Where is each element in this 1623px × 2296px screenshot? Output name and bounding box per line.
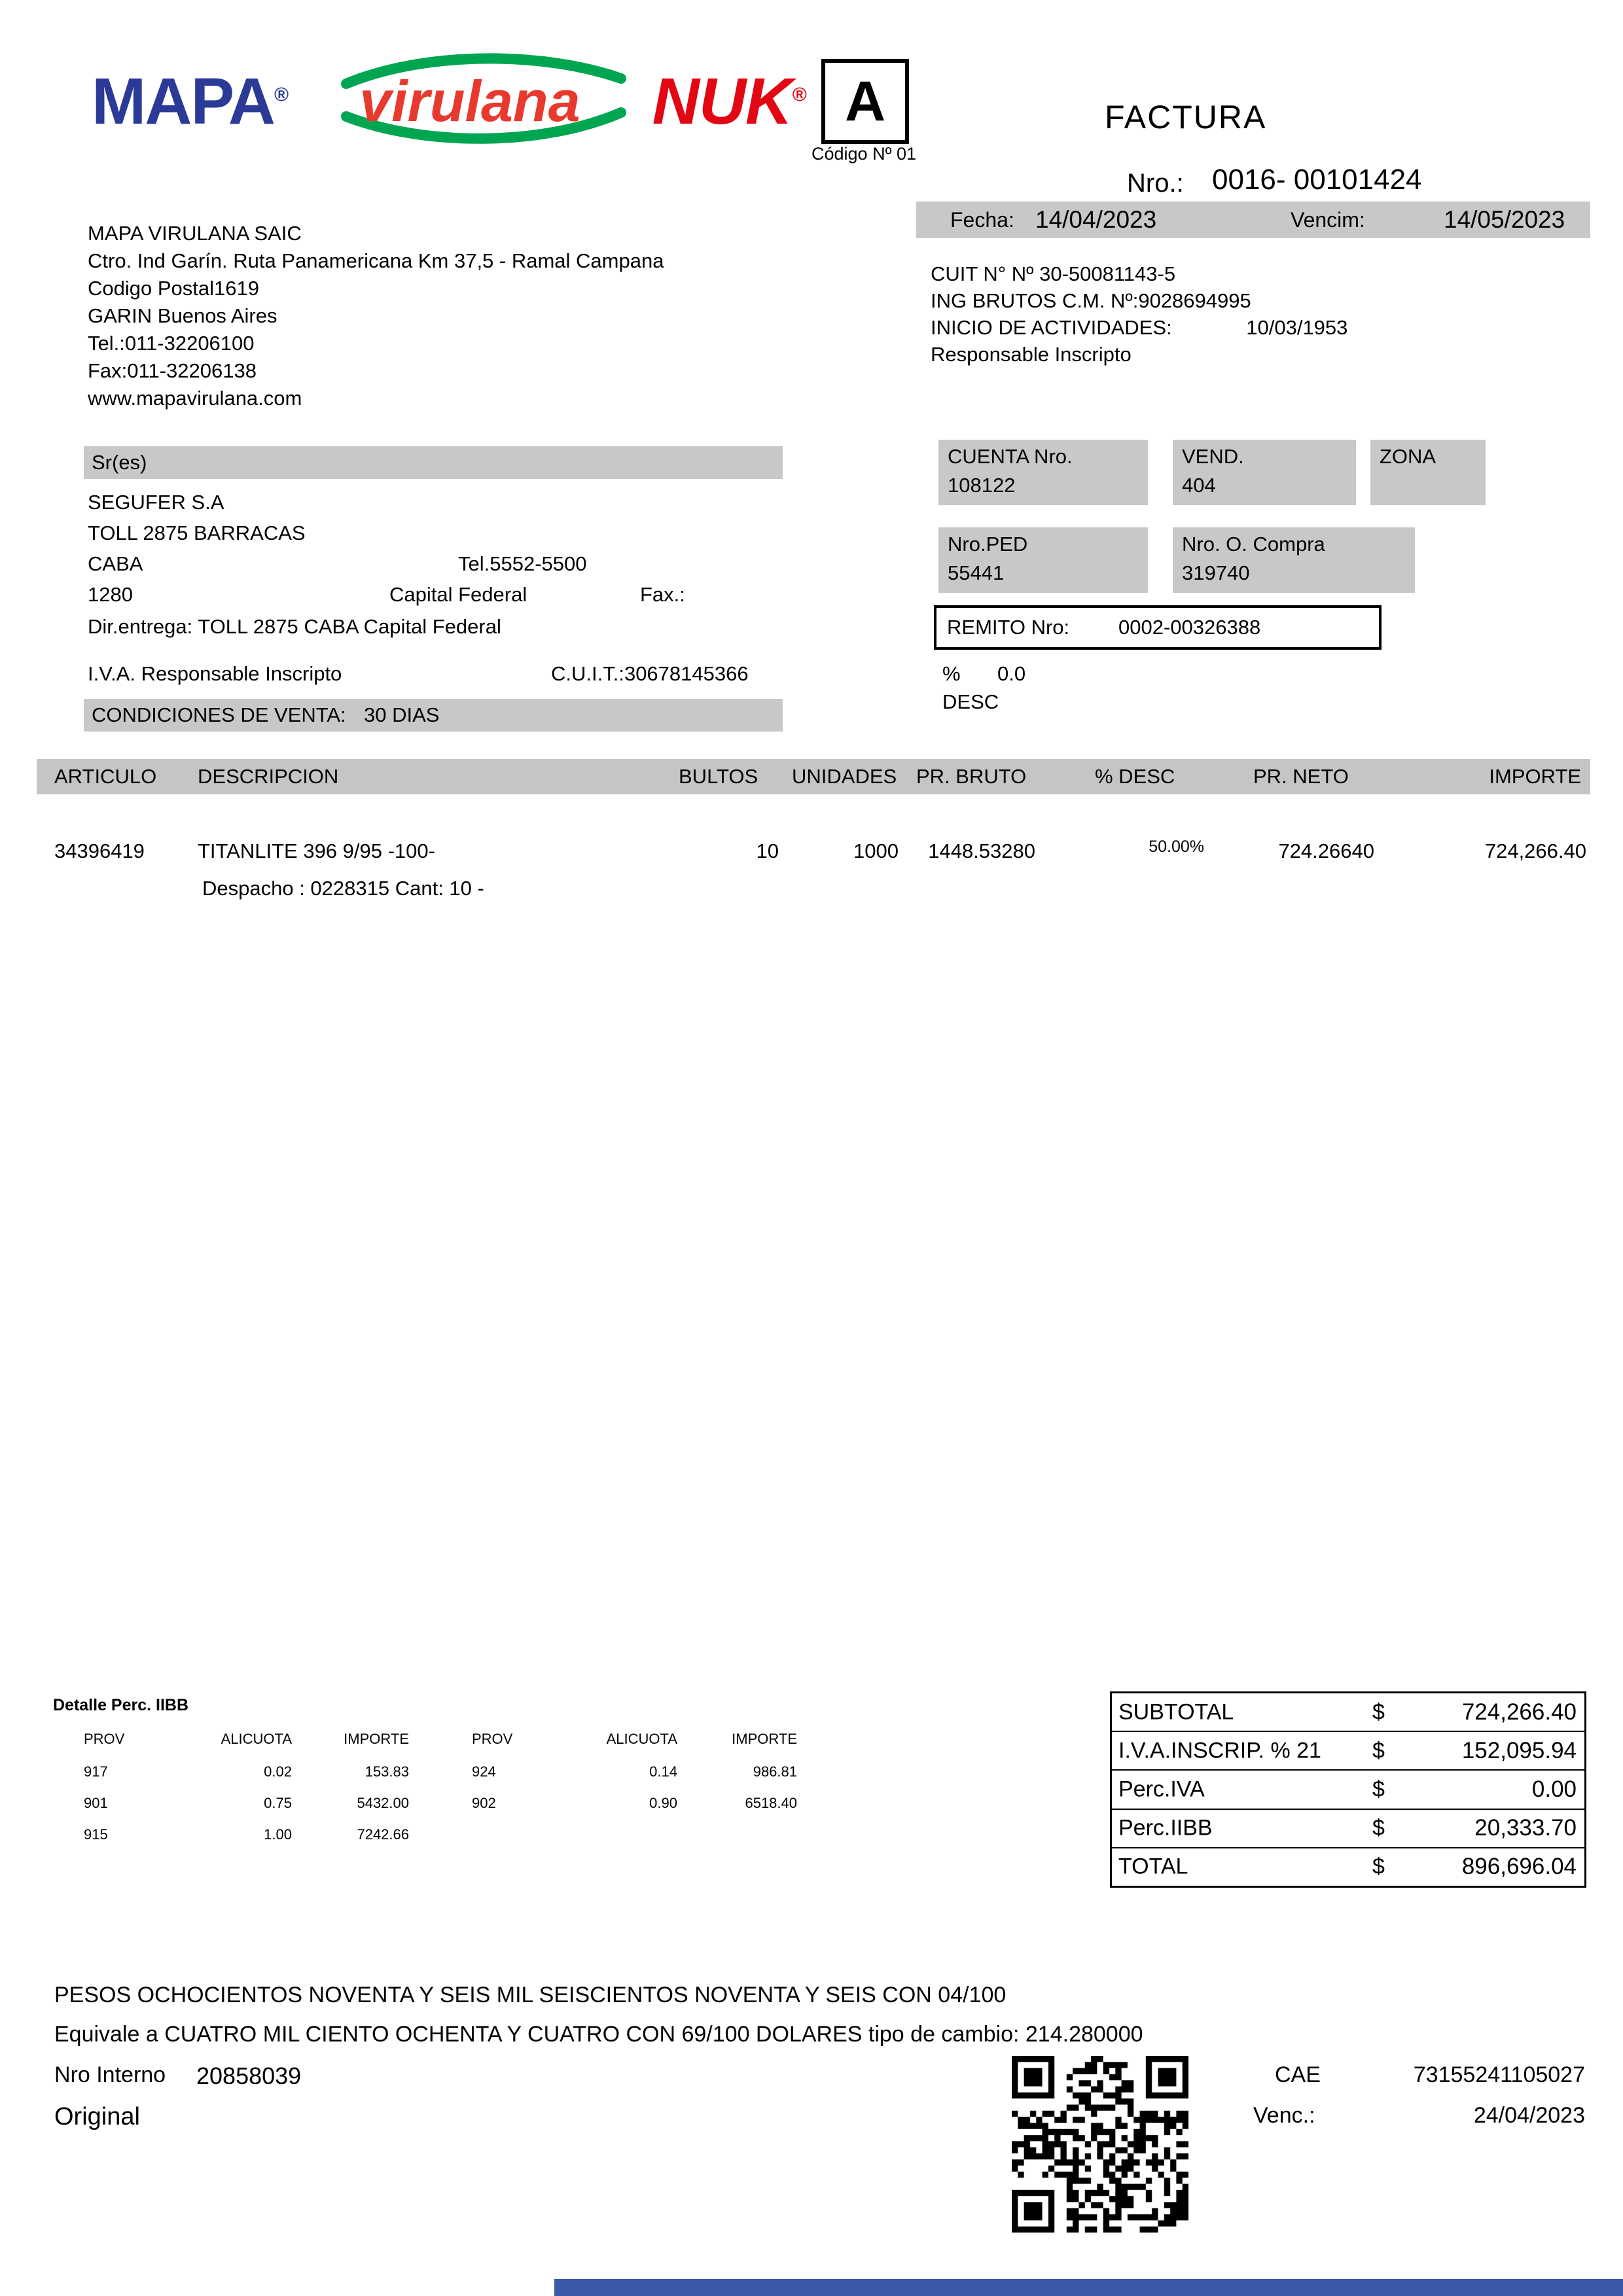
col-bultos: BULTOS xyxy=(679,765,758,788)
inicio-actividades xyxy=(931,314,1347,341)
item-despacho: Despacho : 0228315 Cant: 10 - xyxy=(202,877,484,900)
item-descripcion: TITANLITE 396 9/95 -100- xyxy=(198,839,435,862)
col-importe: IMPORTE xyxy=(1489,765,1581,788)
perc-cell: 0.75 xyxy=(264,1795,292,1811)
vendedor-label: VEND. xyxy=(1182,445,1244,468)
item-pct-desc: 50.00% xyxy=(1149,838,1204,856)
perc-h-alicuota1: ALICUOTA xyxy=(221,1731,292,1747)
perc-iva-row xyxy=(1112,1769,1584,1808)
copy-type: Original xyxy=(54,2103,140,2130)
perc-iibb-row-total xyxy=(1112,1809,1584,1847)
sres-bar: Sr(es) xyxy=(84,446,783,479)
qr-code xyxy=(1012,2056,1188,2233)
remito-label: REMITO Nro: xyxy=(947,616,1070,639)
company-address: Ctro. Ind Garín. Ruta Panamericana Km 37,5 - Ramal Campana xyxy=(88,249,664,272)
customer-fax-label: Fax.: xyxy=(640,583,685,606)
perc-cell: 7242.66 xyxy=(357,1826,409,1843)
cae-value: 73155241105027 xyxy=(1413,2062,1585,2087)
fecha-value: 14/04/2023 xyxy=(1035,206,1157,233)
codigo-label: Código Nº 01 xyxy=(812,144,916,164)
subtotal-row xyxy=(1112,1693,1584,1731)
perc-iibb-row xyxy=(0,1826,851,1846)
perc-cell: 0.14 xyxy=(649,1763,677,1780)
remito-box xyxy=(934,605,1382,650)
totals-box xyxy=(1110,1691,1586,1888)
iva-value: 152,095.94 xyxy=(1461,1737,1577,1763)
virulana-logo-text: virulana xyxy=(359,69,580,133)
document-title: FACTURA xyxy=(1105,99,1267,135)
perc-h-importe2: IMPORTE xyxy=(732,1731,797,1747)
perc-cell: 0.02 xyxy=(264,1763,292,1780)
perc-iibb-header-row xyxy=(0,1731,851,1750)
item-pr-bruto: 1448.53280 xyxy=(928,839,1035,862)
subtotal-value: 724,266.40 xyxy=(1461,1699,1577,1725)
registered-mark-icon: ® xyxy=(274,84,288,106)
nro-interno-value: 20858039 xyxy=(196,2062,302,2089)
nuk-logo-text: NUK xyxy=(652,64,793,138)
perc-cell: 0.90 xyxy=(649,1795,677,1811)
pedido-box xyxy=(938,527,1148,593)
company-ing-brutos: ING BRUTOS C.M. Nº:9028694995 xyxy=(931,289,1251,312)
company-info xyxy=(88,220,664,412)
total-label: TOTAL xyxy=(1118,1854,1188,1879)
col-unidades: UNIDADES xyxy=(792,765,897,788)
perc-h-prov2: PROV xyxy=(472,1731,513,1747)
currency-symbol: $ xyxy=(1372,1776,1385,1802)
currency-symbol: $ xyxy=(1372,1699,1385,1725)
item-unidades: 1000 xyxy=(853,839,899,862)
perc-cell: 5432.00 xyxy=(357,1795,409,1811)
usd-equivalent: Equivale a CUATRO MIL CIENTO OCHENTA Y CUATRO CON 69/100 DOLARES tipo de cambio: 214.280000 xyxy=(54,2022,1143,2047)
date-bar xyxy=(916,202,1590,238)
perc-cell: 901 xyxy=(84,1795,108,1811)
company-cuit: CUIT N° Nº 30-50081143-5 xyxy=(931,262,1176,285)
col-pr-bruto: PR. BRUTO xyxy=(916,765,1027,788)
responsable-inscripto: Responsable Inscripto xyxy=(931,343,1132,366)
col-pct-desc: % DESC xyxy=(1095,765,1175,788)
perc-iibb-row xyxy=(0,1795,851,1814)
total-row xyxy=(1112,1847,1584,1886)
condiciones-label: CONDICIONES DE VENTA: xyxy=(92,703,346,726)
registered-mark-icon: ® xyxy=(792,84,806,106)
desc-label: DESC xyxy=(942,690,999,713)
perc-iva-label: Perc.IVA xyxy=(1118,1776,1205,1802)
zona-box xyxy=(1370,440,1486,505)
company-city: GARIN Buenos Aires xyxy=(88,304,277,327)
item-bultos: 10 xyxy=(756,839,779,862)
item-articulo: 34396419 xyxy=(54,839,145,862)
perc-cell: 924 xyxy=(472,1763,496,1780)
perc-cell: 1.00 xyxy=(264,1826,292,1843)
iva-row xyxy=(1112,1731,1584,1769)
customer-address: TOLL 2875 BARRACAS xyxy=(88,521,306,544)
customer-cuit: C.U.I.T.:30678145366 xyxy=(551,662,749,685)
inicio-value: 10/03/1953 xyxy=(1246,316,1348,339)
orden-compra-box xyxy=(1173,527,1415,593)
perc-iibb-title: Detalle Perc. IIBB xyxy=(53,1696,189,1714)
perc-cell: 986.81 xyxy=(753,1763,797,1780)
cae-venc-value: 24/04/2023 xyxy=(1473,2103,1585,2128)
item-importe: 724,266.40 xyxy=(1484,839,1586,862)
subtotal-label: SUBTOTAL xyxy=(1118,1699,1234,1725)
vencim-value: 14/05/2023 xyxy=(1444,206,1565,233)
desc-pct-value: 0.0 xyxy=(997,662,1026,685)
vencim-label: Vencim: xyxy=(1291,208,1365,232)
perc-iibb-label: Perc.IIBB xyxy=(1118,1815,1213,1841)
customer-city: CABA xyxy=(88,552,143,575)
col-pr-neto: PR. NETO xyxy=(1253,765,1349,788)
perc-iibb-value: 20,333.70 xyxy=(1474,1815,1577,1841)
perc-h-alicuota2: ALICUOTA xyxy=(606,1731,677,1747)
customer-name: SEGUFER S.A xyxy=(88,491,224,514)
invoice-number-value: 0016- 00101424 xyxy=(1212,164,1422,196)
zona-label: ZONA xyxy=(1380,445,1436,468)
invoice-number-label: Nro.: xyxy=(1127,169,1184,198)
orden-compra-label: Nro. O. Compra xyxy=(1182,533,1325,556)
currency-symbol: $ xyxy=(1372,1854,1385,1879)
cuenta-box xyxy=(938,440,1148,505)
company-website: www.mapavirulana.com xyxy=(88,387,302,410)
col-articulo: ARTICULO xyxy=(54,765,157,788)
customer-dir-entrega: Dir.entrega: TOLL 2875 CABA Capital Federal xyxy=(88,615,501,638)
items-table-header xyxy=(37,759,1590,794)
perc-iva-value: 0.00 xyxy=(1531,1776,1577,1802)
company-fax: Fax:011-32206138 xyxy=(88,359,257,382)
nuk-logo xyxy=(652,64,806,139)
invoice-letter: A xyxy=(844,69,886,133)
remito-value: 0002-00326388 xyxy=(1118,616,1261,639)
condiciones-bar xyxy=(84,699,783,732)
virulana-logo xyxy=(346,68,593,135)
amount-in-words: PESOS OCHOCIENTOS NOVENTA Y SEIS MIL SEISCIENTOS NOVENTA Y SEIS CON 04/100 xyxy=(54,1983,1007,2007)
perc-cell: 915 xyxy=(84,1826,108,1843)
orden-compra-value: 319740 xyxy=(1182,561,1250,584)
pedido-value: 55441 xyxy=(948,561,1005,584)
inicio-label: INICIO DE ACTIVIDADES: xyxy=(931,316,1172,339)
perc-iibb-row xyxy=(0,1763,851,1783)
brand-logos xyxy=(92,56,806,147)
invoice-letter-box xyxy=(821,59,909,144)
perc-cell: 153.83 xyxy=(365,1763,409,1780)
customer-province: Capital Federal xyxy=(389,583,527,606)
iva-label: I.V.A.INSCRIP. % 21 xyxy=(1118,1738,1321,1763)
perc-h-prov1: PROV xyxy=(84,1731,125,1747)
customer-tel: Tel.5552-5500 xyxy=(458,552,587,575)
cae-label: CAE xyxy=(1275,2062,1321,2087)
mapa-logo-text: MAPA xyxy=(92,64,275,138)
company-name: MAPA VIRULANA SAIC xyxy=(88,222,302,245)
cuenta-label: CUENTA Nro. xyxy=(948,445,1073,468)
fecha-label: Fecha: xyxy=(950,208,1014,232)
cuenta-value: 108122 xyxy=(948,474,1016,497)
perc-cell: 917 xyxy=(84,1763,108,1780)
customer-cp: 1280 xyxy=(88,583,133,606)
item-pr-neto: 724.26640 xyxy=(1278,839,1374,862)
perc-cell: 6518.40 xyxy=(745,1795,797,1811)
pedido-label: Nro.PED xyxy=(948,533,1028,556)
currency-symbol: $ xyxy=(1372,1815,1385,1841)
nro-interno-label: Nro Interno xyxy=(54,2062,166,2087)
perc-h-importe1: IMPORTE xyxy=(344,1731,409,1747)
mapa-logo xyxy=(92,64,287,139)
currency-symbol: $ xyxy=(1372,1738,1385,1763)
company-tel: Tel.:011-32206100 xyxy=(88,332,255,355)
col-descripcion: DESCRIPCION xyxy=(198,765,339,788)
customer-iva: I.V.A. Responsable Inscripto xyxy=(88,662,342,685)
perc-cell: 902 xyxy=(472,1795,496,1811)
desc-pct-label: % xyxy=(942,662,961,685)
company-postal: Codigo Postal1619 xyxy=(88,277,259,300)
total-value: 896,696.04 xyxy=(1461,1854,1577,1880)
vendedor-box xyxy=(1173,440,1356,505)
footer-blue-bar xyxy=(554,2279,1623,2296)
vendedor-value: 404 xyxy=(1182,474,1216,497)
cae-venc-label: Venc.: xyxy=(1253,2103,1315,2128)
condiciones-value: 30 DIAS xyxy=(364,703,440,726)
fiscal-info xyxy=(931,260,1347,368)
